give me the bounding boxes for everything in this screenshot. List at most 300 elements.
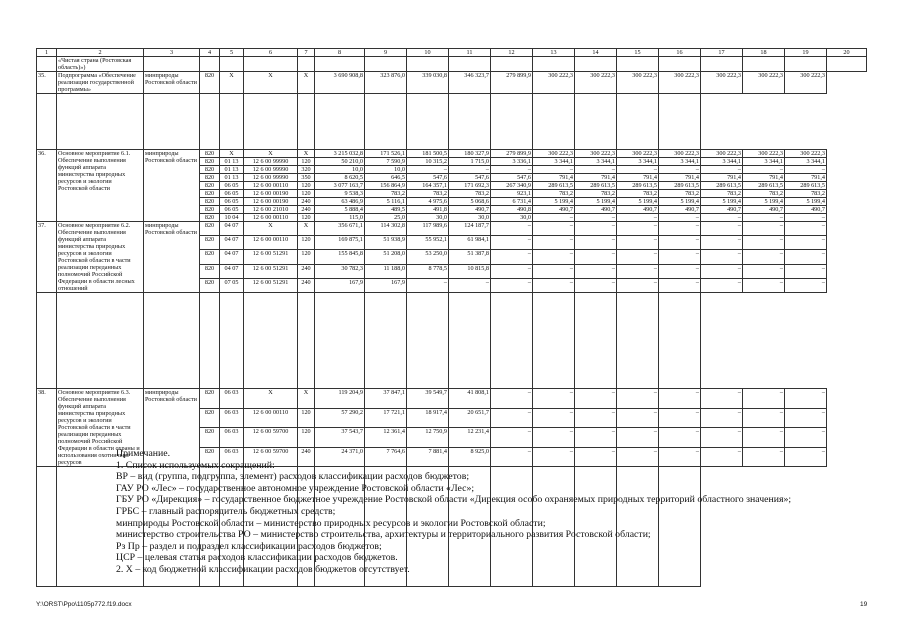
value-cell: 41 808,1 bbox=[449, 389, 491, 409]
value-cell: 5 068,6 bbox=[449, 198, 491, 206]
value-cell: 820 bbox=[200, 250, 220, 264]
empty-cell bbox=[37, 94, 57, 150]
value-cell: 12 6 00 00190 bbox=[244, 190, 298, 198]
value-cell: 791,4 bbox=[659, 174, 701, 182]
value-cell: – bbox=[407, 166, 449, 174]
value-cell: 12 6 00 00110 bbox=[244, 214, 298, 222]
value-cell: 01 13 bbox=[220, 166, 244, 174]
value-cell: – bbox=[617, 447, 659, 467]
value-cell: 24 371,0 bbox=[315, 447, 365, 467]
empty-cell bbox=[298, 293, 315, 389]
value-cell: 820 bbox=[200, 389, 220, 409]
value-cell: 3 344,1 bbox=[743, 158, 785, 166]
value-cell: 791,4 bbox=[743, 174, 785, 182]
row-description: Подпрограмма «Обеспечение реализации государственной программы» bbox=[57, 72, 144, 94]
empty-cell bbox=[144, 94, 200, 150]
value-cell: 240 bbox=[298, 198, 315, 206]
value-cell: 783,2 bbox=[407, 190, 449, 198]
empty-cell bbox=[37, 57, 57, 72]
value-cell: 3 215 032,8 bbox=[315, 150, 365, 158]
note-line: ГРБС – главный распорядитель бюджетных средств; bbox=[116, 505, 336, 517]
value-cell: 923,1 bbox=[491, 190, 533, 198]
value-cell: – bbox=[491, 236, 533, 250]
value-cell: X bbox=[244, 150, 298, 158]
value-cell: 4 975,6 bbox=[407, 198, 449, 206]
value-cell: 63 486,9 bbox=[315, 198, 365, 206]
row-number: 38. bbox=[37, 389, 57, 467]
value-cell: 3 344,1 bbox=[701, 158, 743, 166]
value-cell: 117 989,6 bbox=[407, 222, 449, 236]
value-cell: 167,9 bbox=[365, 278, 407, 292]
value-cell: – bbox=[533, 250, 575, 264]
value-cell: 240 bbox=[298, 278, 315, 292]
value-cell: 320 bbox=[298, 166, 315, 174]
value-cell: 10 815,8 bbox=[449, 264, 491, 278]
empty-cell bbox=[785, 57, 827, 72]
value-cell: – bbox=[575, 447, 617, 467]
row-number: 37. bbox=[37, 222, 57, 293]
note-line: ГБУ РО «Дирекция» – государственное бюджетное учреждение Ростовской области «Дирекция особо охраняемых природных территорий областного значения»; bbox=[116, 494, 792, 506]
empty-cell bbox=[144, 293, 200, 389]
value-cell: 12 6 00 99990 bbox=[244, 158, 298, 166]
value-cell: 820 bbox=[200, 428, 220, 448]
value-cell: 06 03 bbox=[220, 389, 244, 409]
value-cell: 119 204,9 bbox=[315, 389, 365, 409]
value-cell: – bbox=[743, 236, 785, 250]
empty-cell bbox=[298, 57, 315, 72]
value-cell: 20 651,7 bbox=[449, 408, 491, 428]
value-cell: 791,4 bbox=[575, 174, 617, 182]
value-cell: X bbox=[298, 150, 315, 158]
value-cell: – bbox=[701, 278, 743, 292]
value-cell: – bbox=[617, 222, 659, 236]
value-cell: 155 845,8 bbox=[315, 250, 365, 264]
value-cell: – bbox=[785, 389, 827, 409]
value-cell: 12 6 00 00110 bbox=[244, 408, 298, 428]
value-cell: 12 6 00 99990 bbox=[244, 166, 298, 174]
empty-cell bbox=[575, 94, 617, 150]
value-cell: – bbox=[575, 236, 617, 250]
row-number: 36. bbox=[37, 150, 57, 222]
row-number: 35. bbox=[37, 72, 57, 94]
value-cell: 820 bbox=[200, 264, 220, 278]
value-cell: – bbox=[701, 264, 743, 278]
value-cell: – bbox=[617, 264, 659, 278]
row-description: Основное мероприятие 6.2. Обеспечение выполнения функций аппарата министерства природных ресурсов и экологии Ростовской области в части реализации переданных полномочий Российской Федерации в области лесных отношений bbox=[57, 222, 144, 293]
value-cell: – bbox=[575, 408, 617, 428]
value-cell: 300 222,3 bbox=[617, 72, 659, 94]
value-cell: X bbox=[298, 222, 315, 236]
empty-cell bbox=[407, 293, 449, 389]
value-cell: 37 847,1 bbox=[365, 389, 407, 409]
value-cell: – bbox=[659, 166, 701, 174]
value-cell: 490,8 bbox=[491, 206, 533, 214]
value-cell: 50 210,0 bbox=[315, 158, 365, 166]
value-cell: – bbox=[743, 264, 785, 278]
empty-cell bbox=[617, 293, 659, 389]
value-cell: – bbox=[491, 428, 533, 448]
header-cell: 3 bbox=[144, 49, 200, 57]
value-cell: 12 6 00 51291 bbox=[244, 250, 298, 264]
empty-cell bbox=[701, 57, 743, 72]
value-cell: 289 613,5 bbox=[743, 182, 785, 190]
value-cell: 820 bbox=[200, 182, 220, 190]
value-cell: 10,0 bbox=[365, 166, 407, 174]
empty-cell bbox=[244, 94, 298, 150]
value-cell: – bbox=[659, 447, 701, 467]
value-cell: 7 590,9 bbox=[365, 158, 407, 166]
value-cell: – bbox=[701, 389, 743, 409]
value-cell: 181 500,5 bbox=[407, 150, 449, 158]
value-cell: 279 899,9 bbox=[491, 150, 533, 158]
table-row bbox=[37, 150, 867, 158]
value-cell: 06 03 bbox=[220, 408, 244, 428]
value-cell: 12 6 00 00110 bbox=[244, 236, 298, 250]
empty-cell bbox=[315, 293, 365, 389]
value-cell: 240 bbox=[298, 447, 315, 467]
value-cell: – bbox=[533, 408, 575, 428]
value-cell: 300 222,3 bbox=[617, 150, 659, 158]
value-cell: – bbox=[743, 389, 785, 409]
value-cell: 820 bbox=[200, 214, 220, 222]
value-cell: 783,2 bbox=[743, 190, 785, 198]
value-cell: 820 bbox=[200, 447, 220, 467]
value-cell: 240 bbox=[298, 264, 315, 278]
value-cell: – bbox=[659, 389, 701, 409]
value-cell: X bbox=[244, 389, 298, 409]
value-cell: 820 bbox=[200, 206, 220, 214]
value-cell: 120 bbox=[298, 236, 315, 250]
note-line: ГАУ РО «Лес» – государственное автономное учреждение Ростовской области «Лес»; bbox=[116, 482, 475, 494]
value-cell: 820 bbox=[200, 158, 220, 166]
value-cell: – bbox=[617, 166, 659, 174]
value-cell: 646,5 bbox=[365, 174, 407, 182]
header-cell: 2 bbox=[57, 49, 144, 57]
value-cell: – bbox=[701, 408, 743, 428]
value-cell: – bbox=[701, 222, 743, 236]
value-cell: – bbox=[743, 166, 785, 174]
filler-row bbox=[37, 94, 867, 150]
value-cell: 300 222,3 bbox=[659, 72, 701, 94]
value-cell: – bbox=[533, 278, 575, 292]
value-cell: – bbox=[659, 428, 701, 448]
value-cell: – bbox=[491, 447, 533, 467]
value-cell: 491,8 bbox=[407, 206, 449, 214]
value-cell: – bbox=[491, 250, 533, 264]
value-cell: 8 925,0 bbox=[449, 447, 491, 467]
value-cell: 300 222,3 bbox=[785, 150, 827, 158]
value-cell: 120 bbox=[298, 428, 315, 448]
header-cell: 10 bbox=[407, 49, 449, 57]
value-cell: – bbox=[491, 408, 533, 428]
value-cell: 18 917,4 bbox=[407, 408, 449, 428]
value-cell: – bbox=[743, 222, 785, 236]
value-cell: 5 199,4 bbox=[533, 198, 575, 206]
value-cell: – bbox=[785, 408, 827, 428]
value-cell: – bbox=[701, 166, 743, 174]
value-cell: 07 05 bbox=[220, 278, 244, 292]
row-ministry: минприроды Ростовской области bbox=[144, 72, 200, 94]
empty-cell bbox=[37, 467, 57, 587]
value-cell: 10 315,2 bbox=[407, 158, 449, 166]
value-cell: 289 613,5 bbox=[659, 182, 701, 190]
value-cell: – bbox=[491, 222, 533, 236]
value-cell: 17 721,1 bbox=[365, 408, 407, 428]
value-cell: 120 bbox=[298, 182, 315, 190]
empty-cell bbox=[533, 94, 575, 150]
continuation-row bbox=[37, 57, 867, 72]
value-cell: 51 208,0 bbox=[365, 250, 407, 264]
value-cell: 10 04 bbox=[220, 214, 244, 222]
value-cell: 490,7 bbox=[617, 206, 659, 214]
value-cell: – bbox=[785, 166, 827, 174]
empty-cell bbox=[298, 94, 315, 150]
value-cell: 3 336,1 bbox=[491, 158, 533, 166]
header-cell: 13 bbox=[533, 49, 575, 57]
value-cell: – bbox=[533, 214, 575, 222]
value-cell: 1 715,0 bbox=[449, 158, 491, 166]
header-cell: 14 bbox=[575, 49, 617, 57]
value-cell: 7 881,4 bbox=[407, 447, 449, 467]
value-cell: 820 bbox=[200, 236, 220, 250]
empty-cell bbox=[533, 293, 575, 389]
value-cell: 289 613,5 bbox=[617, 182, 659, 190]
row-description: Основное мероприятие 6.3. Обеспечение выполнения функций аппарата министерства природных ресурсов и экологии Ростовской области в части реализации переданных полномочий Российской Федерации в области охраны и использования охотничьих ресурсов bbox=[57, 389, 144, 467]
value-cell: 171 692,3 bbox=[449, 182, 491, 190]
value-cell: 124 187,7 bbox=[449, 222, 491, 236]
note-line: 2. X – код бюджетной классификации расходов бюджетов отсутствует. bbox=[116, 563, 410, 575]
value-cell: 820 bbox=[200, 174, 220, 182]
empty-cell bbox=[315, 94, 365, 150]
header-cell: 7 bbox=[298, 49, 315, 57]
value-cell: – bbox=[701, 236, 743, 250]
value-cell: – bbox=[491, 166, 533, 174]
value-cell: X bbox=[244, 222, 298, 236]
note-line: минприроды Ростовской области – министерство природных ресурсов и экологии Ростовской области; bbox=[116, 517, 546, 529]
value-cell: 820 bbox=[200, 166, 220, 174]
value-cell: – bbox=[491, 278, 533, 292]
value-cell: 120 bbox=[298, 250, 315, 264]
empty-cell bbox=[659, 57, 701, 72]
value-cell: – bbox=[659, 278, 701, 292]
value-cell: – bbox=[785, 250, 827, 264]
note-line: министерство строительства РО – министерство строительства, архитектуры и территориального развития Ростовской области; bbox=[116, 529, 651, 541]
value-cell: 120 bbox=[298, 158, 315, 166]
empty-cell bbox=[827, 57, 867, 72]
value-cell: 30,0 bbox=[491, 214, 533, 222]
value-cell: – bbox=[659, 222, 701, 236]
value-cell: 53 250,0 bbox=[407, 250, 449, 264]
value-cell: X bbox=[220, 150, 244, 158]
value-cell: 6 731,4 bbox=[491, 198, 533, 206]
header-cell: 16 bbox=[659, 49, 701, 57]
value-cell: 547,6 bbox=[407, 174, 449, 182]
header-cell: 1 bbox=[37, 49, 57, 57]
continuation-text: «Чистая страна (Ростовская область)») bbox=[57, 57, 144, 72]
value-cell: 323 876,0 bbox=[365, 72, 407, 94]
header-cell: 17 bbox=[701, 49, 743, 57]
value-cell: 51 938,9 bbox=[365, 236, 407, 250]
value-cell: – bbox=[785, 278, 827, 292]
header-cell: 9 bbox=[365, 49, 407, 57]
value-cell: 5 199,4 bbox=[785, 198, 827, 206]
value-cell: 169 875,1 bbox=[315, 236, 365, 250]
value-cell: 279 899,9 bbox=[491, 72, 533, 94]
value-cell: 06 05 bbox=[220, 182, 244, 190]
value-cell: 240 bbox=[298, 206, 315, 214]
value-cell: 10,0 bbox=[315, 166, 365, 174]
value-cell: 164 357,1 bbox=[407, 182, 449, 190]
value-cell: – bbox=[785, 222, 827, 236]
empty-cell bbox=[575, 293, 617, 389]
value-cell: 55 952,1 bbox=[407, 236, 449, 250]
value-cell: 7 764,6 bbox=[365, 447, 407, 467]
value-cell: 06 05 bbox=[220, 198, 244, 206]
note-line: Рз Пр – раздел и подраздел классификации расходов бюджетов; bbox=[116, 540, 382, 552]
value-cell: 3 344,1 bbox=[575, 158, 617, 166]
value-cell: 300 222,3 bbox=[575, 72, 617, 94]
value-cell: 490,7 bbox=[533, 206, 575, 214]
value-cell: 3 344,1 bbox=[659, 158, 701, 166]
empty-cell bbox=[407, 94, 449, 150]
value-cell: 167,9 bbox=[315, 278, 365, 292]
value-cell: 820 bbox=[200, 72, 220, 94]
filler-row bbox=[37, 293, 867, 389]
value-cell: 180 327,9 bbox=[449, 150, 491, 158]
value-cell: X bbox=[298, 389, 315, 409]
value-cell: – bbox=[575, 166, 617, 174]
value-cell: 06 03 bbox=[220, 428, 244, 448]
empty-cell bbox=[200, 293, 220, 389]
value-cell: – bbox=[533, 236, 575, 250]
value-cell: 115,0 bbox=[315, 214, 365, 222]
row-description: Основное мероприятие 6.1. Обеспечение выполнения функций аппарата министерства природных ресурсов и экологии Ростовской области bbox=[57, 150, 144, 222]
value-cell: – bbox=[575, 214, 617, 222]
value-cell: 490,7 bbox=[659, 206, 701, 214]
value-cell: 5 116,1 bbox=[365, 198, 407, 206]
value-cell: 114 302,8 bbox=[365, 222, 407, 236]
value-cell: 300 222,3 bbox=[575, 150, 617, 158]
value-cell: – bbox=[617, 389, 659, 409]
value-cell: – bbox=[659, 408, 701, 428]
value-cell: 5 199,4 bbox=[701, 198, 743, 206]
header-row bbox=[37, 49, 867, 57]
empty-cell bbox=[449, 293, 491, 389]
value-cell: 791,4 bbox=[617, 174, 659, 182]
value-cell: X bbox=[244, 72, 298, 94]
value-cell: 783,2 bbox=[533, 190, 575, 198]
header-cell: 12 bbox=[491, 49, 533, 57]
value-cell: 490,7 bbox=[785, 206, 827, 214]
empty-cell bbox=[491, 293, 533, 389]
value-cell: 489,5 bbox=[365, 206, 407, 214]
empty-cell bbox=[449, 57, 491, 72]
value-cell: – bbox=[617, 236, 659, 250]
value-cell: 300 222,3 bbox=[533, 72, 575, 94]
value-cell: – bbox=[575, 428, 617, 448]
header-cell: 5 bbox=[220, 49, 244, 57]
value-cell: 490,7 bbox=[701, 206, 743, 214]
value-cell: 300 222,3 bbox=[785, 72, 827, 94]
empty-cell bbox=[365, 57, 407, 72]
value-cell: 3 344,1 bbox=[617, 158, 659, 166]
value-cell: 783,2 bbox=[617, 190, 659, 198]
value-cell: 12 6 00 51291 bbox=[244, 264, 298, 278]
value-cell: – bbox=[533, 389, 575, 409]
value-cell: 12 6 00 00110 bbox=[244, 182, 298, 190]
empty-cell bbox=[365, 94, 407, 150]
row-ministry: минприроды Ростовской области bbox=[144, 150, 200, 222]
header-cell: 4 bbox=[200, 49, 220, 57]
value-cell: 300 222,3 bbox=[701, 150, 743, 158]
table-row bbox=[37, 389, 867, 409]
value-cell: – bbox=[533, 264, 575, 278]
value-cell: – bbox=[575, 250, 617, 264]
value-cell: 39 549,7 bbox=[407, 389, 449, 409]
value-cell: – bbox=[533, 166, 575, 174]
value-cell: – bbox=[743, 428, 785, 448]
empty-cell bbox=[244, 57, 298, 72]
empty-cell bbox=[491, 57, 533, 72]
value-cell: 171 526,1 bbox=[365, 150, 407, 158]
value-cell: 300 222,3 bbox=[701, 72, 743, 94]
value-cell: 356 671,1 bbox=[315, 222, 365, 236]
value-cell: 3 690 908,8 bbox=[315, 72, 365, 94]
value-cell: 547,6 bbox=[491, 174, 533, 182]
value-cell: 06 03 bbox=[220, 447, 244, 467]
value-cell: 12 6 00 59700 bbox=[244, 428, 298, 448]
empty-cell bbox=[37, 293, 57, 389]
value-cell: – bbox=[449, 278, 491, 292]
header-cell: 11 bbox=[449, 49, 491, 57]
value-cell: 01 13 bbox=[220, 174, 244, 182]
value-cell: X bbox=[298, 72, 315, 94]
empty-cell bbox=[220, 57, 244, 72]
value-cell: 783,2 bbox=[701, 190, 743, 198]
value-cell: 5 888,4 bbox=[315, 206, 365, 214]
value-cell: 12 231,4 bbox=[449, 428, 491, 448]
value-cell: – bbox=[617, 408, 659, 428]
value-cell: 156 864,9 bbox=[365, 182, 407, 190]
value-cell: 25,0 bbox=[365, 214, 407, 222]
empty-cell bbox=[315, 57, 365, 72]
value-cell: 783,2 bbox=[449, 190, 491, 198]
value-cell: – bbox=[449, 166, 491, 174]
value-cell: – bbox=[533, 222, 575, 236]
value-cell: 3 344,1 bbox=[533, 158, 575, 166]
empty-cell bbox=[533, 57, 575, 72]
footer-file-path: Y:\ORST\Ppo\1105p772.f19.docx bbox=[36, 601, 132, 608]
value-cell: X bbox=[220, 72, 244, 94]
empty-cell bbox=[57, 94, 144, 150]
table-row bbox=[37, 72, 867, 94]
value-cell: 490,7 bbox=[449, 206, 491, 214]
value-cell: 8 778,5 bbox=[407, 264, 449, 278]
value-cell: 11 188,0 bbox=[365, 264, 407, 278]
value-cell: 120 bbox=[298, 214, 315, 222]
header-cell: 8 bbox=[315, 49, 365, 57]
value-cell: – bbox=[533, 428, 575, 448]
empty-cell bbox=[144, 57, 200, 72]
value-cell: 346 323,7 bbox=[449, 72, 491, 94]
value-cell: – bbox=[617, 214, 659, 222]
value-cell: – bbox=[659, 264, 701, 278]
value-cell: – bbox=[785, 236, 827, 250]
value-cell: 30 782,3 bbox=[315, 264, 365, 278]
value-cell: 12 750,9 bbox=[407, 428, 449, 448]
value-cell: 783,2 bbox=[659, 190, 701, 198]
value-cell: 30,0 bbox=[407, 214, 449, 222]
